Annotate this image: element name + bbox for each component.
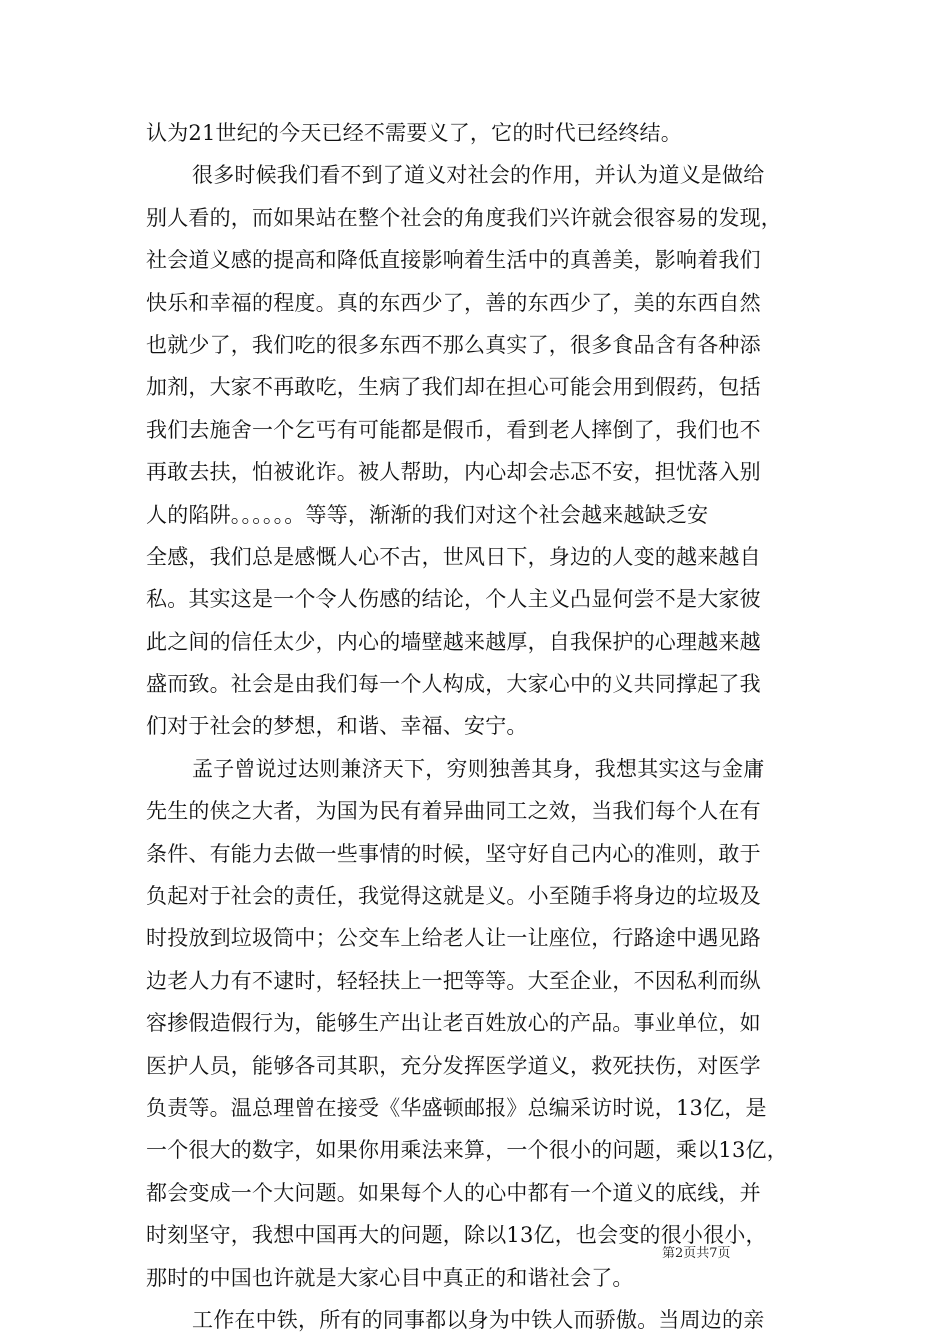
text-line: 们对于社会的梦想，和谐、幸福、安宁。: [146, 714, 528, 739]
text-line: 全感，我们总是感慨人心不古，世风日下，身边的人变的越来越自: [146, 544, 761, 569]
text-line: 时刻坚守，我想中国再大的问题，除以13亿，也会变的很小很小，: [146, 1223, 767, 1248]
text-line: 容掺假造假行为，能够生产出让老百姓放心的产品。事业单位，如: [146, 1011, 761, 1036]
text-line: 加剂，大家不再敢吃，生病了我们却在担心可能会用到假药，包括: [146, 375, 761, 400]
text-line: 我们去施舍一个乞丐有可能都是假币，看到老人摔倒了，我们也不: [146, 417, 761, 442]
page-number: 第2页共7页: [662, 1246, 731, 1261]
text-line: 先生的侠之大者，为国为民有着异曲同工之效，当我们每个人在有: [146, 799, 761, 824]
text-line: 都会变成一个大问题。如果每个人的心中都有一个道义的底线，并: [146, 1180, 761, 1205]
text-line: 负责等。温总理曾在接受《华盛顿邮报》总编采访时说，13亿，是: [146, 1095, 767, 1120]
paragraph-first-line: 工作在中铁，所有的同事都以身为中铁人而骄傲。当周边的亲: [192, 1307, 765, 1332]
text-line: 别人看的，而如果站在整个社会的角度我们兴许就会很容易的发现，: [146, 205, 782, 230]
text-line: 医护人员，能够各司其职，充分发挥医学道义，救死扶伤，对医学: [146, 1053, 761, 1078]
text-line: 盛而致。社会是由我们每一个人构成，大家心中的义共同撑起了我: [146, 672, 761, 697]
body-text: [146, 112, 806, 1341]
text-line: 再敢去扶，怕被讹诈。被人帮助，内心却会忐忑不安，担忧落入别: [146, 460, 761, 485]
text-line: 快乐和幸福的程度。真的东西少了，善的东西少了，美的东西自然: [146, 290, 761, 315]
text-line: 那时的中国也许就是大家心目中真正的和谐社会了。: [146, 1265, 634, 1290]
text-line: 条件、有能力去做一些事情的时候，坚守好自己内心的准则，敢于: [146, 841, 761, 866]
text-line: 一个很大的数字，如果你用乘法来算，一个很小的问题，乘以13亿，: [146, 1138, 788, 1163]
text-line: 私。其实这是一个令人伤感的结论，个人主义凸显何尝不是大家彼: [146, 587, 761, 612]
paragraph-first-line: 很多时候我们看不到了道义对社会的作用，并认为道义是做给: [192, 163, 765, 188]
text-line: 社会道义感的提高和降低直接影响着生活中的真善美，影响着我们: [146, 248, 761, 273]
text-line: 此之间的信任太少，内心的墙壁越来越厚，自我保护的心理越来越: [146, 629, 761, 654]
text-line: 边老人力有不逮时，轻轻扶上一把等等。大至企业，不因私利而纵: [146, 968, 761, 993]
text-line: 也就少了，我们吃的很多东西不那么真实了，很多食品含有各种添: [146, 332, 761, 357]
paragraph-first-line: 孟子曾说过达则兼济天下，穷则独善其身，我想其实这与金庸: [192, 756, 765, 781]
text-line: 时投放到垃圾筒中；公交车上给老人让一让座位，行路途中遇见路: [146, 926, 761, 951]
text-line: 认为21世纪的今天已经不需要义了，它的时代已经终结。: [146, 121, 682, 145]
text-line: 人的陷阱。。。。。。等等，渐渐的我们对这个社会越来越缺乏安: [146, 502, 709, 527]
text-line: 负起对于社会的责任，我觉得这就是义。小至随手将身边的垃圾及: [146, 884, 761, 909]
